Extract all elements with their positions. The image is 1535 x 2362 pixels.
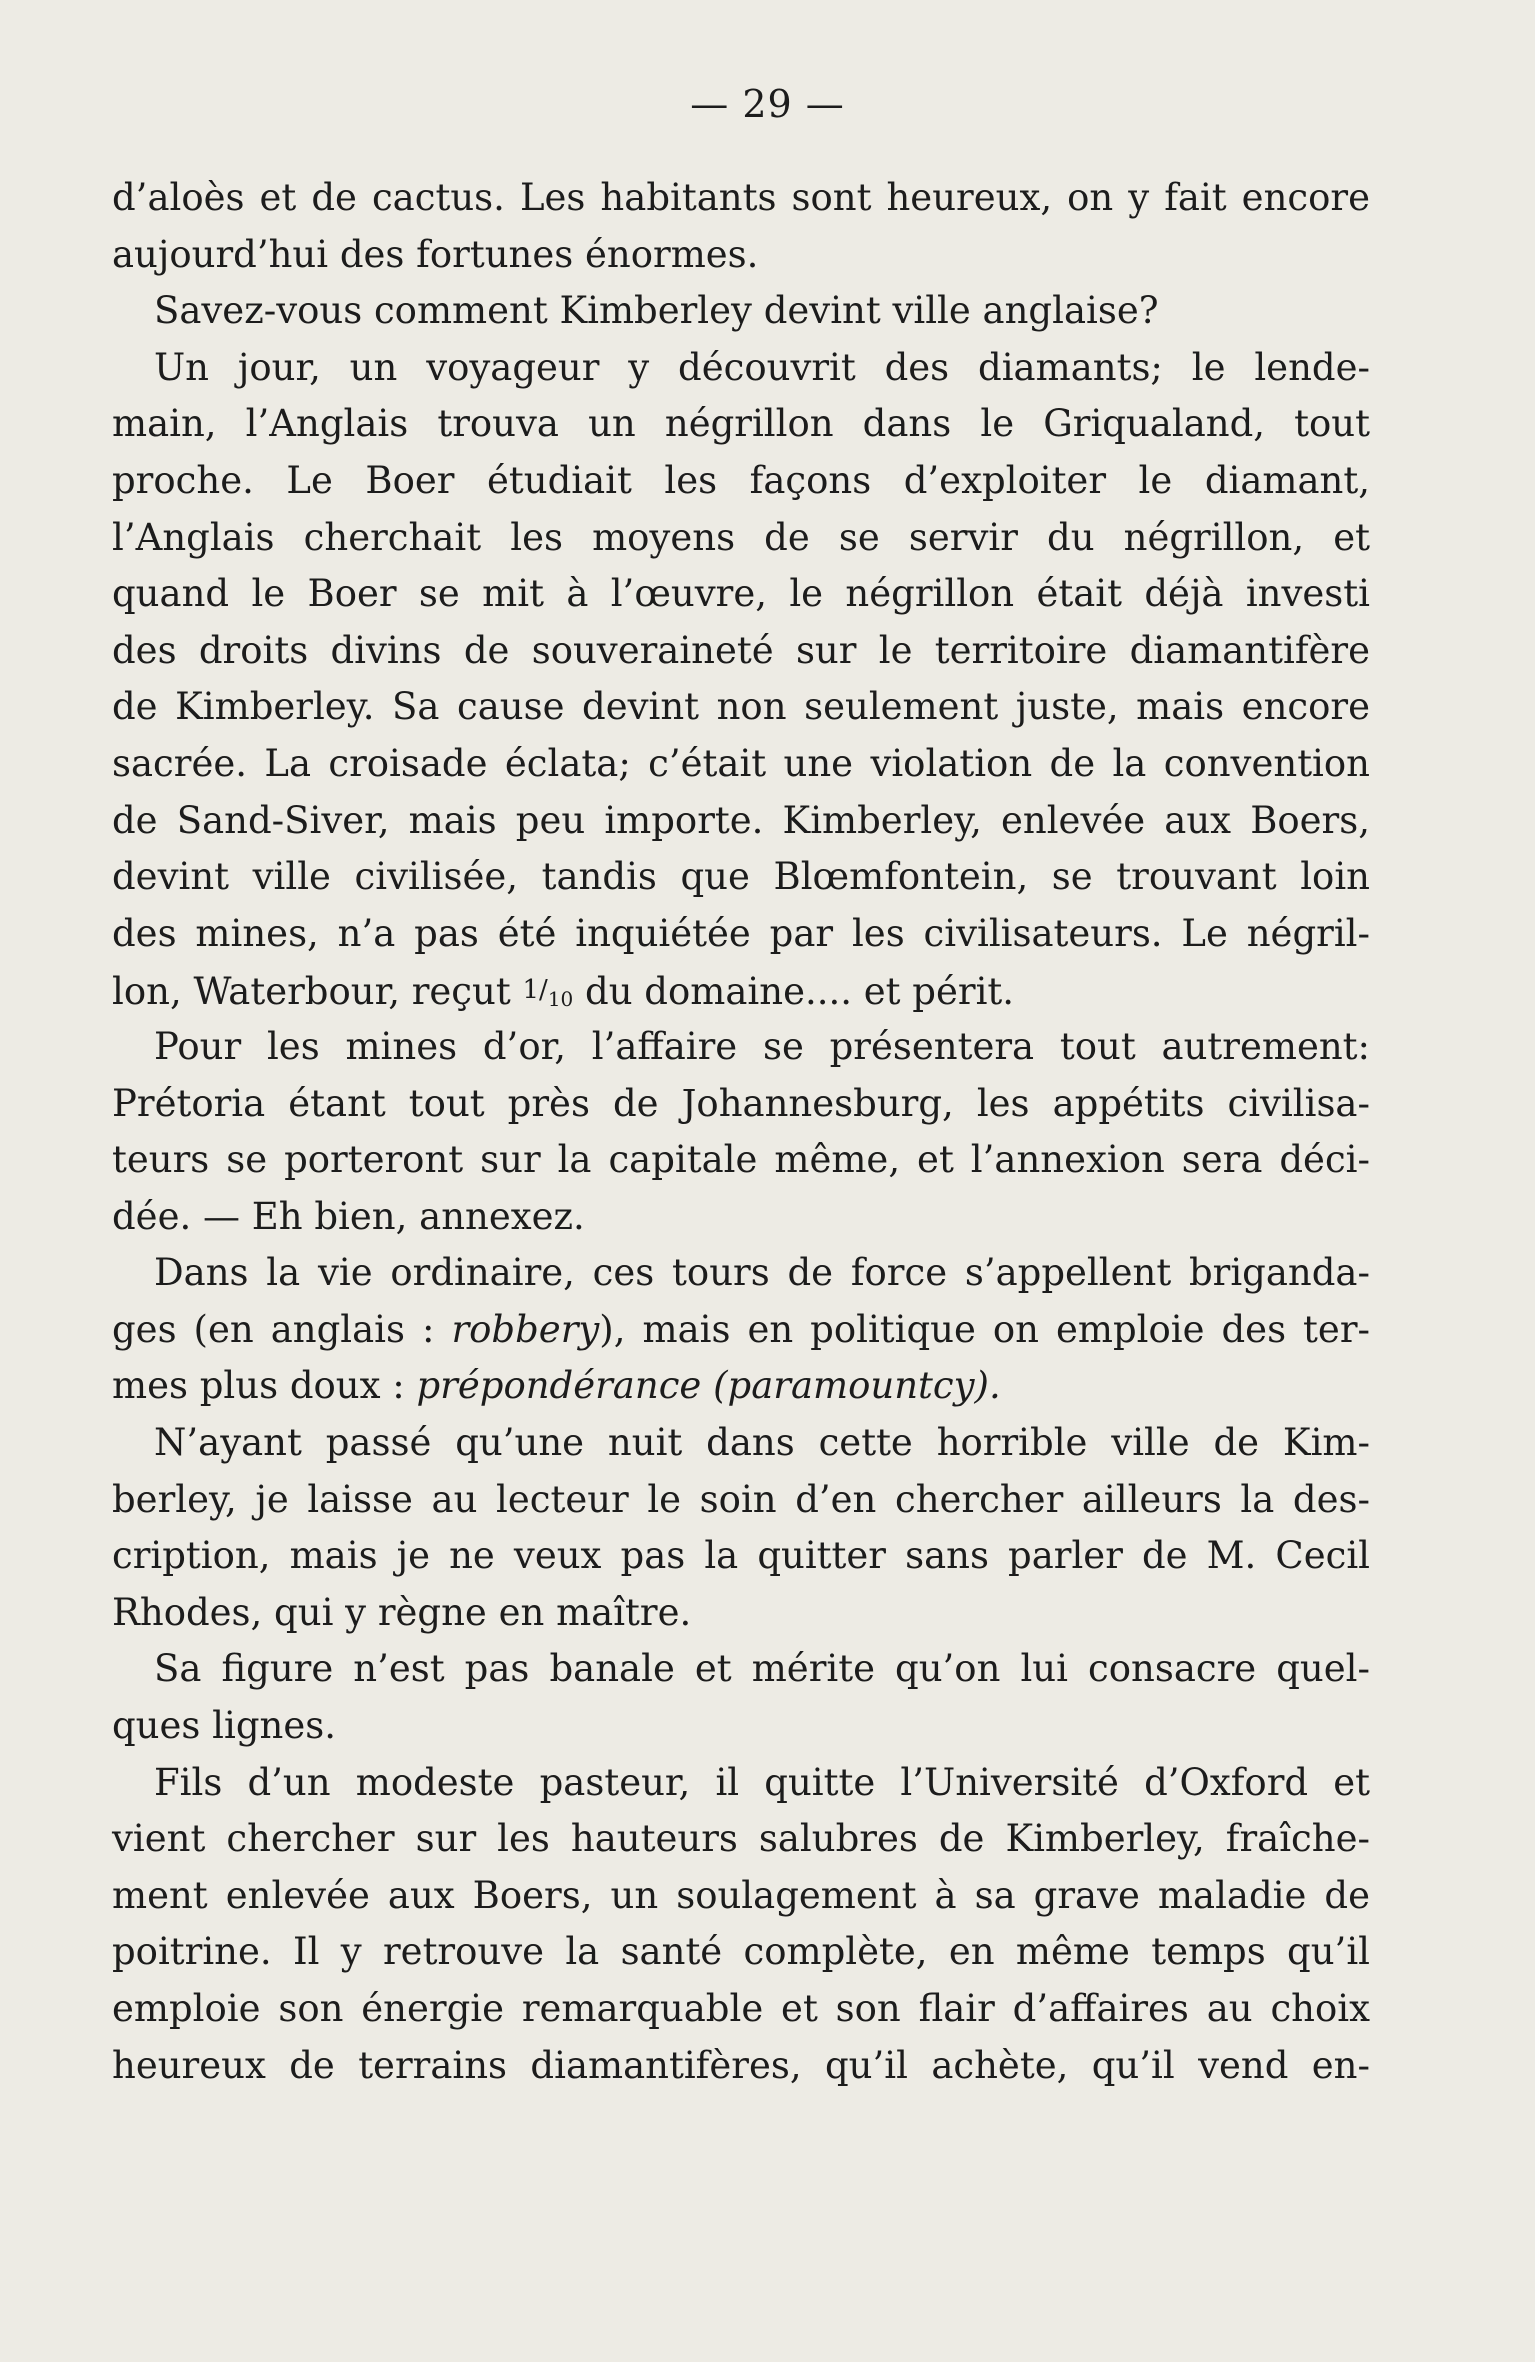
text-line: l’Anglais cherchait les moyens de se servir du négrillon, et: [112, 515, 1370, 559]
text-line: de Kimberley. Sa cause devint non seulement juste, mais encore: [112, 685, 1370, 729]
text-line: Pour les mines d’or, l’affaire se présentera tout autrement:: [154, 1024, 1370, 1068]
text-line: sacrée. La croisade éclata; c’était une violation de la convention: [112, 741, 1370, 785]
text-line: Un jour, un voyageur y découvrit des diamants; le lende-: [154, 345, 1370, 389]
text-line: vient chercher sur les hauteurs salubres de Kimberley, fraîche-: [112, 1817, 1370, 1861]
text-line: d’aloès et de cactus. Les habitants sont heureux, on y fait encore: [112, 176, 1370, 219]
text-line: Prétoria étant tout près de Johannesburg, les appétits civilisa-: [112, 1081, 1370, 1125]
text-run: ges (en anglais :: [112, 1307, 452, 1351]
text-line: de Sand-Siver, mais peu importe. Kimberley, enlevée aux Boers,: [112, 798, 1370, 842]
text-line: quand le Boer se mit à l’œuvre, le négrillon était déjà investi: [112, 572, 1370, 616]
page-number: — 29 —: [690, 82, 845, 126]
text-line: Savez-vous comment Kimberley devint ville anglaise?: [154, 289, 1159, 333]
text-line: Dans la vie ordinaire, ces tours de force s’appellent briganda-: [154, 1251, 1370, 1295]
fraction: $1/_{10}$: [522, 975, 574, 1012]
text-line: aujourd’hui des fortunes énormes.: [112, 232, 759, 276]
text-line: dée. — Eh bien, annexez.: [112, 1194, 585, 1238]
fraction-numerator: 1: [522, 975, 540, 1006]
text-line: [112, 1358, 1370, 1415]
text-line: cription, mais je ne veux pas la quitter sans parler de M. Cecil: [112, 1534, 1370, 1578]
text-line: devint ville civilisée, tandis que Blœmfontein, se trouvant loin: [112, 855, 1370, 899]
text-line: N’ayant passé qu’une nuit dans cette horrible ville de Kim-: [154, 1421, 1370, 1465]
text-line: proche. Le Boer étudiait les façons d’exploiter le diamant,: [112, 458, 1370, 502]
text-line: main, l’Anglais trouva un négrillon dans le Griqualand, tout: [112, 402, 1370, 446]
text-run: ), mais en politique on emploie des ter-: [599, 1307, 1371, 1351]
italic-term: prépondérance (paramountcy).: [416, 1364, 1001, 1408]
text-line: heureux de terrains diamantifères, qu’il achète, qu’il vend en-: [112, 2043, 1370, 2087]
fraction-denominator: 10: [547, 987, 574, 1012]
text-line: [112, 1302, 1370, 1359]
text-line: Fils d’un modeste pasteur, il quitte l’Université d’Oxford et: [154, 1760, 1370, 1804]
text-line: Rhodes, qui y règne en maître.: [112, 1590, 692, 1634]
text-run: lon, Waterbour, reçut: [112, 970, 523, 1014]
text-line: [112, 962, 1370, 1019]
body-text: [112, 170, 1370, 2094]
italic-term: robbery: [451, 1307, 600, 1351]
text-run: mes plus doux :: [112, 1364, 417, 1408]
text-line: teurs se porteront sur la capitale même, et l’annexion sera déci-: [112, 1138, 1370, 1182]
text-line: des mines, n’a pas été inquiétée par les civilisateurs. Le négril-: [112, 911, 1370, 955]
text-line: Sa figure n’est pas banale et mérite qu’on lui consacre quel-: [154, 1647, 1370, 1691]
text-line: berley, je laisse au lecteur le soin d’en chercher ailleurs la des-: [112, 1477, 1370, 1521]
text-line: ques lignes.: [112, 1704, 336, 1748]
text-line: emploie son énergie remarquable et son flair d’affaires au choix: [112, 1987, 1370, 2030]
text-line: poitrine. Il y retrouve la santé complète, en même temps qu’il: [112, 1930, 1370, 1974]
text-run: du domaine.... et périt.: [573, 970, 1015, 1014]
text-line: des droits divins de souveraineté sur le territoire diamantifère: [112, 628, 1370, 672]
text-line: ment enlevée aux Boers, un soulagement à sa grave maladie de: [112, 1873, 1370, 1917]
